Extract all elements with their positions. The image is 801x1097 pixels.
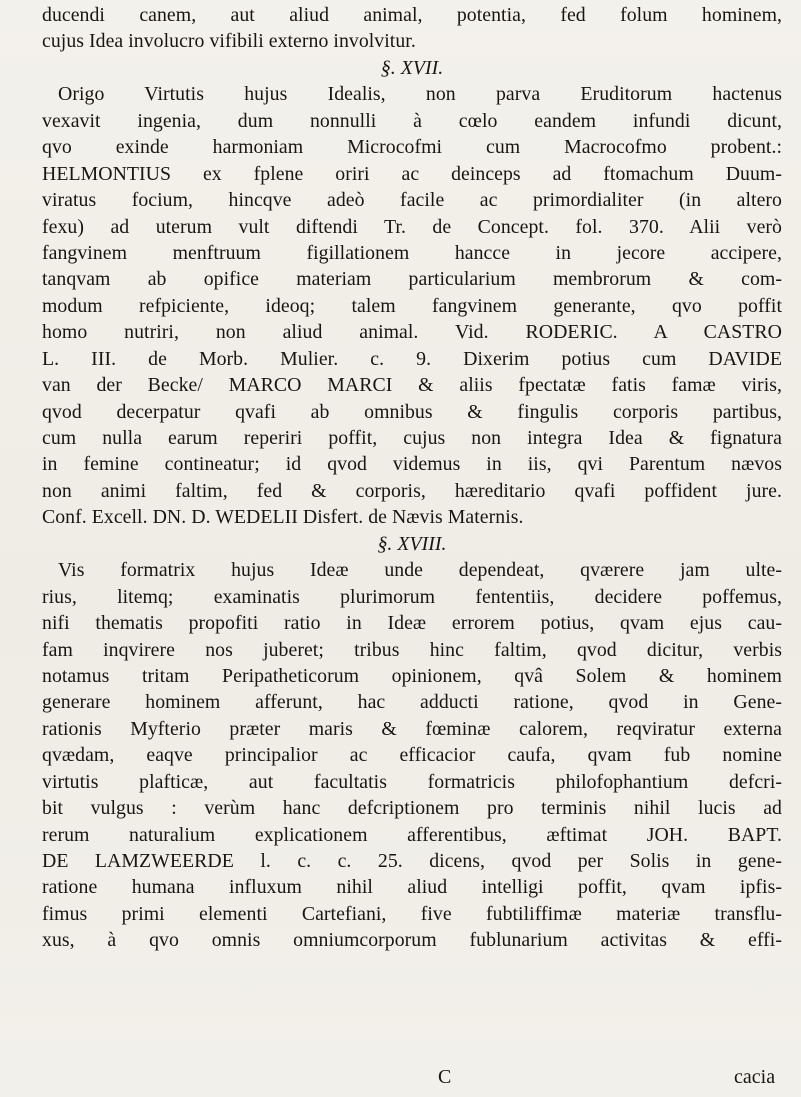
text-line: modum refpiciente, ideoq; talem fangvinem generante, qvo poffit — [42, 294, 782, 317]
text-line: Conf. Excell. DN. D. WEDELII Disfert. de Nævis Maternis. — [42, 506, 524, 529]
catchword: cacia — [734, 1066, 776, 1088]
text-line: ratione humana influxum nihil aliud intelligi poffit, qvam ipfis- — [42, 876, 782, 899]
text-line: DE LAMZWEERDE l. c. c. 25. dicens, qvod per Solis in gene- — [42, 850, 782, 872]
section-heading: §. XVII. — [380, 56, 444, 79]
text-line: qvædam, eaqve principalior ac efficacior caufa, qvam fub nomine — [42, 744, 782, 767]
signature-mark: C — [438, 1066, 452, 1088]
text-line: generare hominem afferunt, hac adducti ratione, qvod in Gene- — [42, 691, 782, 714]
body-text — [42, 2, 782, 954]
text-line: cujus Idea involucro vifibili externo involvitur. — [42, 30, 416, 53]
text-line: fangvinem menftruum figillationem hancce in jecore accipere, — [42, 241, 782, 264]
text-line: non animi faltim, fed & corporis, hæreditario qvafi poffident jure. — [42, 479, 782, 502]
text-line: rationis Myfterio præter maris & fœminæ calorem, reqviratur externa — [42, 717, 782, 740]
text-line: qvod decerpatur qvafi ab omnibus & fingulis corporis partibus, — [42, 400, 782, 423]
text-line: homo nutriri, non aliud animal. Vid. RODERIC. A CASTRO — [42, 321, 782, 344]
text-line: cum nulla earum reperiri poffit, cujus non integra Idea & fignatura — [42, 427, 782, 449]
text-line: fimus primi elementi Cartefiani, five fubtiliffimæ materiæ transflu- — [42, 902, 782, 925]
text-line: ducendi canem, aut aliud animal, potentia, fed folum hominem, — [42, 4, 782, 26]
text-line: L. III. de Morb. Mulier. c. 9. Dixerim potius cum DAVIDE — [42, 347, 782, 370]
text-line: notamus tritam Peripatheticorum opinionem, qvâ Solem & hominem — [42, 664, 782, 687]
text-line: xus, à qvo omnis omniumcorporum fublunarium activitas & effi- — [42, 929, 782, 952]
section-heading: §. XVIII. — [377, 532, 447, 555]
text-line: qvo exinde harmoniam Microcofmi cum Macrocofmo probent.: — [42, 136, 782, 159]
text-line: virtutis plafticæ, aut facultatis formatricis philofophantium defcri- — [42, 770, 782, 793]
text-line: bit vulgus : verùm hanc defcriptionem pro terminis nihil lucis ad — [42, 797, 782, 820]
text-line: tanqvam ab opifice materiam particularium membrorum & com- — [42, 268, 782, 291]
text-line: HELMONTIUS ex fplene oriri ac deinceps ad ftomachum Duum- — [42, 162, 782, 185]
text-line: viratus focium, hincqve adeò facile ac primordialiter (in altero — [42, 189, 782, 212]
text-line: vexavit ingenia, dum nonnulli à cœlo eandem infundi dicunt, — [42, 109, 782, 132]
text-line: rius, litemq; examinatis plurimorum fententiis, decidere poffemus, — [42, 585, 782, 608]
text-line: Origo Virtutis hujus Idealis, non parva Eruditorum hactenus — [58, 83, 782, 106]
text-line: fexu) ad uterum vult diftendi Tr. de Concept. fol. 370. Alii verò — [42, 215, 782, 238]
text-line: fam inqvirere nos juberet; tribus hinc faltim, qvod dicitur, verbis — [42, 638, 782, 661]
text-line: nifi thematis propofiti ratio in Ideæ errorem potius, qvam ejus cau- — [42, 612, 782, 635]
text-line: van der Becke/ MARCO MARCI & aliis fpectatæ fatis famæ viris, — [42, 374, 782, 397]
text-line: in femine contineatur; id qvod videmus in iis, qvi Parentum nævos — [42, 453, 782, 476]
text-line: rerum naturalium explicationem afferentibus, æftimat JOH. BAPT. — [42, 823, 782, 846]
text-line: Vis formatrix hujus Ideæ unde dependeat, qværere jam ulte- — [58, 559, 782, 582]
